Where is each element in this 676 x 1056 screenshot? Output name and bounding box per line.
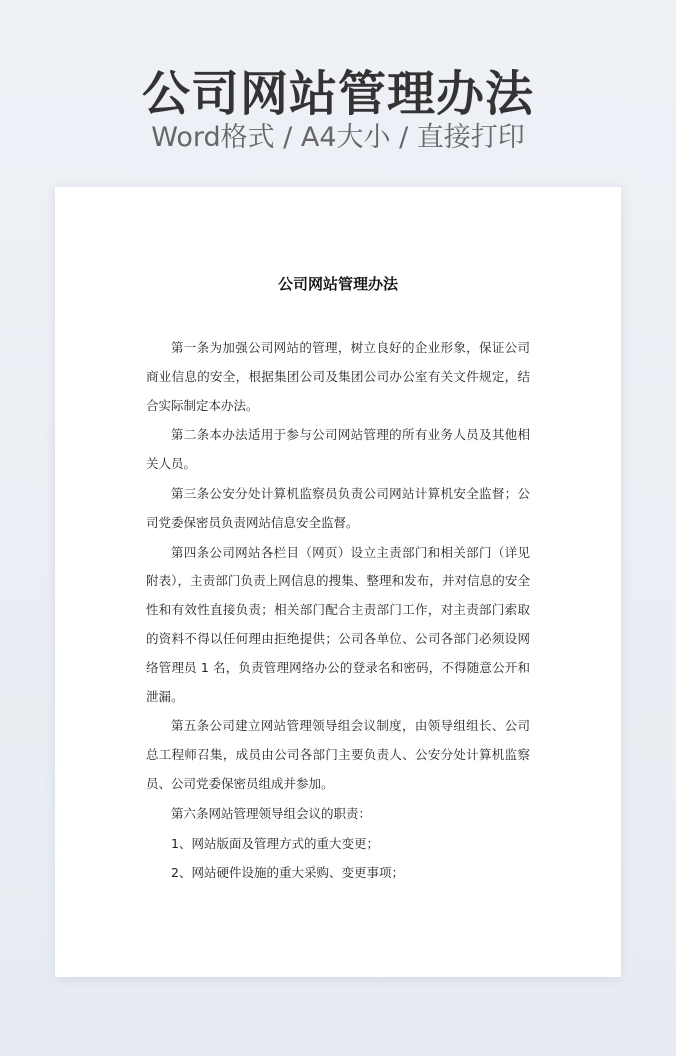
banner-subtitle: Word格式 / A4大小 / 直接打印 [151, 122, 525, 153]
article-5: 第五条公司建立网站管理领导组会议制度，由领导组组长、公司总工程师召集，成员由公司各部门主要负责人、公安分处计算机监察员、公司党委保密员组成并参加。 [146, 718, 530, 791]
promo-banner [0, 0, 676, 186]
article-4: 第四条公司网站各栏目（网页）设立主责部门和相关部门（详见附表），主责部门负责上网信息的搜集、整理和发布，并对信息的安全性和有效性直接负责；相关部门配合主责部门工作，对主责部门索取的资料不得以任何理由拒绝提供；公司各单位、公司各部门必须设网络管理员 1 名，负责管理网络办公的登录名和密码，不得随意公开和泄漏。 [146, 544, 530, 704]
document-title: 公司网站管理办法 [277, 275, 398, 293]
banner-title: 公司网站管理办法 [141, 66, 534, 122]
document-page [55, 187, 621, 977]
document-body [146, 334, 530, 889]
article-6: 第六条网站管理领导组会议的职责： [171, 805, 372, 821]
article-1: 第一条为加强公司网站的管理，树立良好的企业形象，保证公司商业信息的安全，根据集团公司及集团公司办公室有关文件规定，结合实际制定本办法。 [146, 340, 530, 413]
article-2: 第二条本办法适用于参与公司网站管理的所有业务人员及其他相关人员。 [146, 427, 530, 472]
list-item-1: 1、网站版面及管理方式的重大变更； [171, 835, 379, 851]
list-item-2: 2、网站硬件设施的重大采购、变更事项； [171, 865, 404, 881]
article-3: 第三条公安分处计算机监察员负责公司网站计算机安全监督；公司党委保密员负责网站信息安全监督。 [146, 485, 530, 530]
